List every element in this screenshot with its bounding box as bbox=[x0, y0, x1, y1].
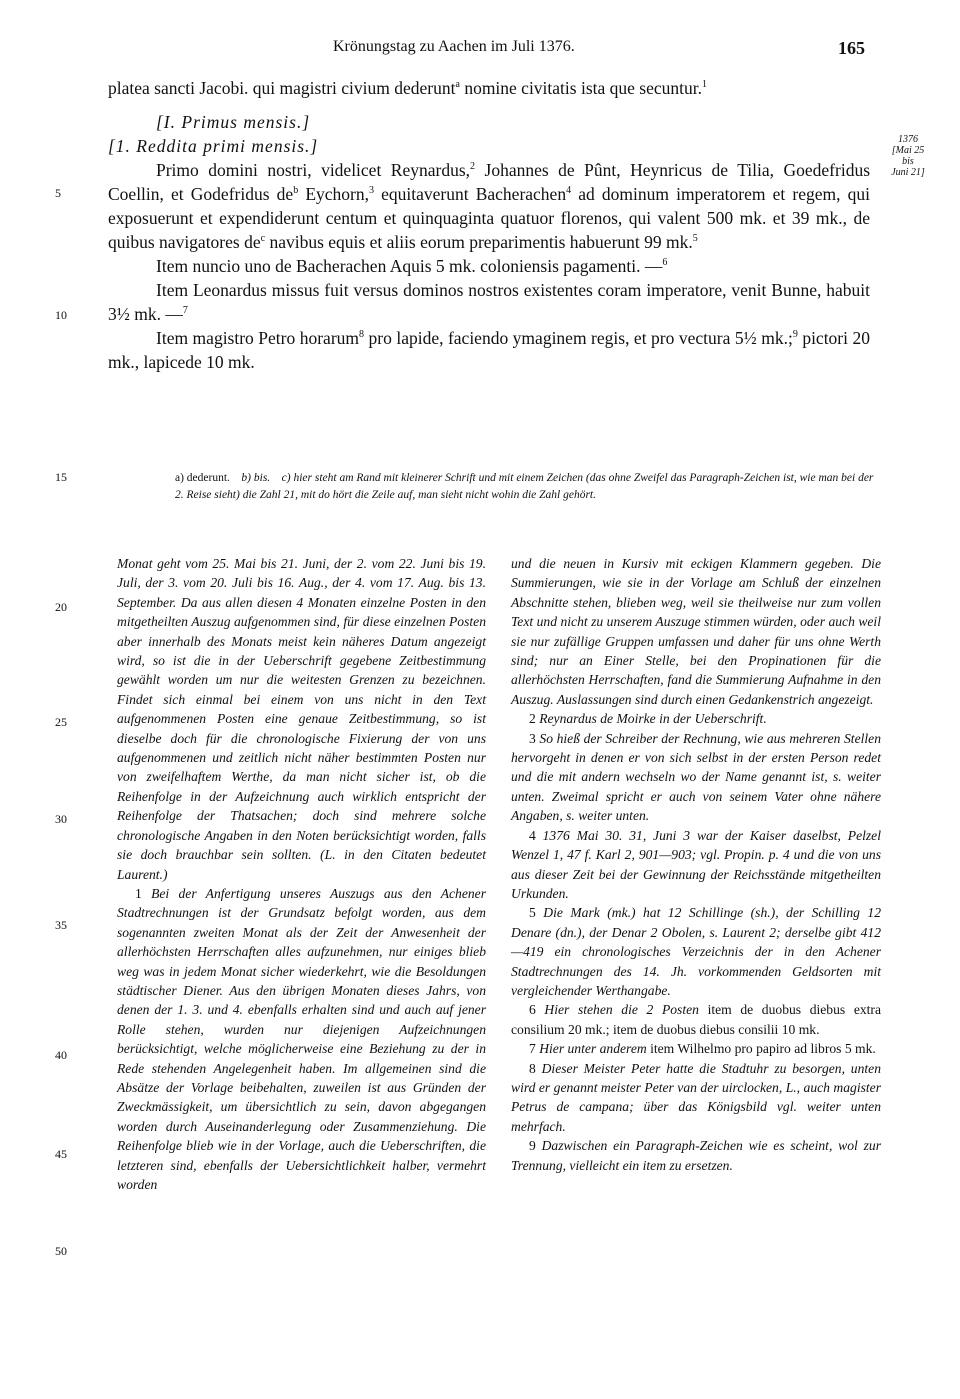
page-number: 165 bbox=[838, 38, 865, 58]
footnote-text: Reynardus de Moirke in der Ueberschrift. bbox=[535, 711, 767, 727]
text: equitaverunt Bacherachen bbox=[373, 184, 567, 204]
margin-line: bis bbox=[902, 156, 914, 167]
text: Item magistro Petro horarum bbox=[156, 328, 360, 348]
footnote-number: 4 bbox=[529, 827, 536, 843]
note-ref: 6 bbox=[662, 257, 668, 269]
footnote-continuation: Monat geht vom 25. Mai bis 21. Juni, der 2. vom 22. Juni bis 19. Juli, der 3. vom 20. Juli bis 16. Aug., der 4. vom 17. Aug. bis 13. September. Da aus allen diesen 4 Monaten einzelne Posten in den mitgetheilten Auszug aufgenommen sind, für diese einzelnen Posten aber innerhalb des Monats meist kein näheres Datum angezeigt wird, so ist die in der Ueberschrift gegebene Zeitbestimmung gewählt worden um nur die weitesten Grenzen zu bezeichnen. Findet sich einmal bei einem von uns nicht in den Text aufgenommenen Posten eine genaue Zeitbestimmung, so ist dieselbe doch für die chronologische Fixierung der von uns aufgenommenen und zeitlich nicht näher bestimmten Posten nur von zweifelhaftem Werthe, da man nicht sicher ist, ob die Reihenfolge in der Aufzeichnung auch wirklich entspricht der Reihenfolge der Thatsachen; doch sind mehrere solche chronologische Angaben in den Noten berücksichtigt worden, falls sie doch brauchbar sein sollten. (L. in den Citaten bedeutet Laurent.) bbox=[117, 556, 486, 882]
line-number: 45 bbox=[55, 1147, 67, 1161]
note-ref: 2 bbox=[470, 161, 476, 173]
text: navibus equis et aliis eorum preparimentis habuerunt 99 mk. bbox=[265, 232, 693, 252]
footnote-text: Hier unter anderem bbox=[535, 1041, 651, 1057]
note-ref: a bbox=[455, 79, 460, 91]
apparatus-note bbox=[175, 470, 880, 504]
line-number: 20 bbox=[55, 600, 67, 614]
text: Primo domini nostri, videlicet Reynardus, bbox=[156, 160, 471, 180]
heading-primus-mensis: [I. Primus mensis.] bbox=[156, 112, 311, 132]
footnote-5 bbox=[511, 903, 881, 1000]
note-ref: 3 bbox=[368, 185, 374, 197]
note-ref: c bbox=[260, 233, 266, 245]
footnote-number: 2 bbox=[529, 711, 536, 727]
footnote-7 bbox=[511, 1039, 881, 1058]
note-ref: 5 bbox=[692, 233, 698, 245]
entry-paragraph bbox=[108, 326, 870, 374]
footnote-number: 1 bbox=[135, 885, 142, 901]
margin-line: [Mai 25 bbox=[891, 145, 925, 156]
main-text bbox=[108, 76, 870, 374]
margin-line: Juni 21] bbox=[891, 167, 925, 178]
line-number: 50 bbox=[55, 1244, 67, 1258]
footnote-2 bbox=[511, 709, 881, 728]
footnote-text: So hieß der Schreiber der Rechnung, wie aus mehreren Stellen hervorgeht in denen er von sich selbst in der ersten Person redet und die mit andern wechseln wo der Name genannt ist, s. weiter unten. Zweimal spricht er auch von seinem Vater ohne nähere Angaben, s. weiter unten. bbox=[511, 730, 881, 824]
footnote-continuation: und die neuen in Kursiv mit eckigen Klammern gegeben. Die Summierungen, wie sie in der Vorlage am Schluß der einzelnen Abschnitte stehen, blieben weg, weil sie theilweise nur zum vollen Text und nicht zu unserem Auszuge stimmen würden, oder auch weil sie nur zufällige Gruppen umfassen und daher für uns ohne Werth sind; nur an Einer Stelle, bei den Propinationen für die allerhöchsten Herrschaften, fand die Summierung Aufnahme in den Auszug. Auslassungen sind durch einen Gedankenstrich angezeigt. bbox=[511, 556, 881, 707]
footnote-number: 6 bbox=[529, 1002, 536, 1018]
textual-apparatus bbox=[175, 470, 880, 504]
text: Item Leonardus missus fuit versus dominos nostros existentes coram imperatore, venit Bunne, habuit 3½ mk. — bbox=[108, 280, 870, 324]
text: Eychorn, bbox=[298, 184, 369, 204]
footnote-number: 7 bbox=[529, 1041, 536, 1057]
footnote-8 bbox=[511, 1059, 881, 1137]
footnote-quote: item Wilhelmo pro papiro ad libros 5 mk. bbox=[650, 1041, 876, 1057]
entry-paragraph bbox=[108, 158, 870, 254]
line-number: 10 bbox=[55, 308, 67, 322]
text: Johannes de Pûnt, Heynricus de Tilia, Goedefridus Coellin, et Godefridus de bbox=[108, 160, 871, 204]
note-ref: 4 bbox=[566, 185, 572, 197]
line-number: 30 bbox=[55, 812, 67, 826]
margin-line: 1376 bbox=[898, 134, 918, 145]
running-title: Krönungstag zu Aachen im Juli 1376. bbox=[333, 38, 575, 55]
line-number: 5 bbox=[55, 186, 61, 200]
entry-paragraph bbox=[108, 278, 870, 326]
footnote-3 bbox=[511, 729, 881, 826]
footnote-text: Hier stehen die 2 Posten bbox=[535, 1002, 708, 1018]
footnote-quote: item de duobus diebus extra consilium 20 mk.; item de duobus diebus consilii 10 mk. bbox=[511, 1002, 881, 1037]
footnote-number: 9 bbox=[529, 1138, 536, 1154]
text: ad dominum imperatorem et regem, qui exposuerunt et expendiderunt centum et quinquaginta quatuor florenos, qui valent 500 mk. et 39 mk., de quibus navigatores de bbox=[108, 184, 870, 252]
footnote-number: 3 bbox=[529, 730, 536, 746]
footnote-text: 1376 Mai 30. 31, Juni 3 war der Kaiser daselbst, Pelzel Wenzel 1, 47 f. Karl 2, 901—903; vgl. Propin. p. 4 und die von uns aus dieser Zeit bei der Gewinnung der Reichsstände mitgetheilten Urkunden. bbox=[511, 827, 881, 901]
line-number: 35 bbox=[55, 918, 67, 932]
footnote-number: 8 bbox=[529, 1060, 536, 1076]
footnote-1 bbox=[117, 884, 486, 1195]
footnote-text: Dieser Meister Peter hatte die Stadtuhr zu besorgen, unten wird er genannt meister Peter van der uirclocken, L., auch magister Petrus de campana; über das Königsbild vgl. weiter unten mehrfach. bbox=[511, 1060, 881, 1134]
note-a: a) dederunt. bbox=[175, 472, 230, 484]
note-ref: b bbox=[293, 185, 299, 197]
line-number: 40 bbox=[55, 1048, 67, 1062]
line-number: 15 bbox=[55, 470, 67, 484]
text: pro lapide, faciendo ymaginem regis, et pro vectura 5½ mk.; bbox=[364, 328, 793, 348]
text: nomine civitatis ista que secuntur. bbox=[459, 78, 702, 98]
line-number: 25 bbox=[55, 715, 67, 729]
footnote-6 bbox=[511, 1000, 881, 1039]
footnotes-left-column bbox=[117, 554, 486, 1194]
footnote-number: 5 bbox=[529, 905, 536, 921]
footnote-text: Dazwischen ein Paragraph-Zeichen wie es scheint, wol zur Trennung, vielleicht ein item zu ersetzen. bbox=[511, 1138, 881, 1173]
note-ref: 8 bbox=[359, 329, 365, 341]
intro-paragraph bbox=[108, 76, 870, 100]
text: pictori 20 mk., lapicede 10 mk. bbox=[108, 328, 870, 372]
text: Item nuncio uno de Bacherachen Aquis 5 mk. coloniensis pagamenti. — bbox=[156, 256, 663, 276]
footnote-9 bbox=[511, 1136, 881, 1175]
note-ref: 9 bbox=[792, 329, 798, 341]
note-b: b) bis. bbox=[241, 472, 271, 484]
note-c: c) hier steht am Rand mit kleinerer Schrift und mit einem Zeichen (das ohne Zweifel das Paragraph-Zeichen ist, wie man bei der 2. Reise sieht) die Zahl 21, mit do hört die Zeile auf, man sieht nicht wohin die Zahl gehört. bbox=[175, 472, 874, 501]
footnote-text: Bei der Anfertigung unseres Auszugs aus den Achener Stadtrechnungen ist der Grundsatz befolgt worden, aus dem sogenannten zweiten Monat als der Zeit der Anwesenheit der allerhöchsten Herrschaften alles aufzunehmen, nur einiges blieb weg was in jedem Monat sicher wiederkehrt, wie die Besoldungen städtischer Diener. Aus den übrigen Monaten dieses Jahrs, von denen der 1. 3. und 4. ebenfalls erhalten sind und auch auf jener Rolle stehen, wurden nur diejenigen Aufzeichnungen berücksichtigt, welche möglicherweise eine Beziehung zu der in Rede stehenden Angelegenheit haben. Im allgemeinen sind die Absätze der Vorlage beibehalten, zuweilen ist aus Gründen der Zweckmässigkeit, um übersichtlich zu sein, davon abgegangen worden durch Auseinanderlegung oder Zusammenziehung. Die Reihenfolge blieb wie in der Vorlage, auch die Ueberschriften, die letzteren sind, ebenfalls der Uebersichtlichkeit halber, vermehrt worden bbox=[117, 885, 486, 1192]
margin-date-note bbox=[878, 134, 938, 178]
heading-reddita: [1. Reddita primi mensis.] bbox=[108, 136, 319, 156]
footnotes-right-column bbox=[511, 554, 881, 1175]
footnote-text: Die Mark (mk.) hat 12 Schillinge (sh.), der Schilling 12 Denare (dn.), der Denar 2 Obolen, s. Laurent 2; derselbe gibt 412—419 ein chronologisches Verzeichnis der in den Achener Stadtrechnungen des 14. Jh. vorkommenden Geldsorten mit vergleichender Werthangabe. bbox=[511, 905, 881, 998]
note-ref: 7 bbox=[182, 305, 188, 317]
text: platea sancti Jacobi. qui magistri civium dederunt bbox=[108, 78, 456, 98]
note-ref: 1 bbox=[701, 79, 707, 91]
footnote-4 bbox=[511, 826, 881, 904]
entry-paragraph bbox=[108, 254, 870, 278]
